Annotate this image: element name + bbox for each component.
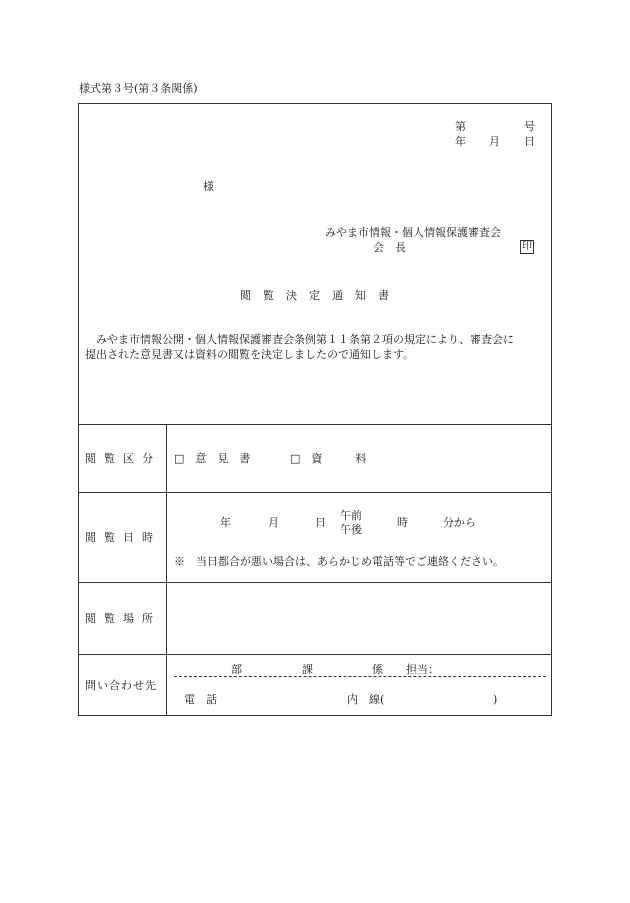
option-shiryou[interactable]: □ 資 料 <box>290 452 367 465</box>
date-year: 年 <box>455 135 466 148</box>
option-ikensho[interactable]: □ 意 見 書 <box>174 452 251 465</box>
contact-dashed-line <box>174 676 546 677</box>
seal-label: 印 <box>522 241 532 252</box>
form-frame <box>78 103 552 716</box>
contact-ka: 課 <box>302 663 313 676</box>
contact-extension-label: 内 線( <box>347 693 385 706</box>
row-rule-3 <box>79 654 551 655</box>
row-label-basho: 閲覧場所 <box>85 612 161 625</box>
contact-kakari: 係 <box>372 663 383 676</box>
label-column-rule <box>166 424 167 716</box>
notice-title: 閲覧決定通知書 <box>240 289 401 302</box>
visit-hour: 時 <box>397 516 408 529</box>
sender-title: 会 長 <box>373 241 406 254</box>
date-day: 日 <box>524 135 535 148</box>
row-label-nichiji: 閲覧日時 <box>85 531 161 544</box>
visit-minute: 分から <box>443 516 476 529</box>
sender-organization: みやま市情報・個人情報保護審査会 <box>325 226 501 239</box>
visit-month: 月 <box>268 516 279 529</box>
date-month: 月 <box>489 135 500 148</box>
table-top-rule <box>79 424 551 425</box>
number-dai: 第 <box>455 120 466 133</box>
form-number: 様式第３号(第３条関係) <box>79 82 198 95</box>
row-label-toiawase: 問い合わせ先 <box>85 679 157 692</box>
addressee-suffix: 様 <box>203 180 214 193</box>
visit-day: 日 <box>315 516 326 529</box>
row-rule-1 <box>79 492 551 493</box>
contact-phone-label: 電 話 <box>184 693 217 706</box>
seal-mark <box>520 240 534 254</box>
row-rule-2 <box>79 582 551 583</box>
visit-pm: 午後 <box>340 523 362 536</box>
visit-note: ※ 当日都合が悪い場合は、あらかじめ電話等でご連絡ください。 <box>174 555 504 568</box>
body-line-1: みやま市情報公開・個人情報保護審査会条例第１１条第２項の規定により、審査会に <box>85 333 514 346</box>
contact-tantou: 担当： <box>406 663 439 676</box>
visit-am: 午前 <box>340 509 362 522</box>
visit-year: 年 <box>220 516 231 529</box>
number-gou: 号 <box>524 120 535 133</box>
contact-extension-close: ) <box>493 693 498 706</box>
row-label-kubun: 閲覧区分 <box>85 452 161 465</box>
body-line-2: 提出された意見書又は資料の閲覧を決定しましたので通知します。 <box>85 348 415 361</box>
contact-bu: 部 <box>231 663 242 676</box>
